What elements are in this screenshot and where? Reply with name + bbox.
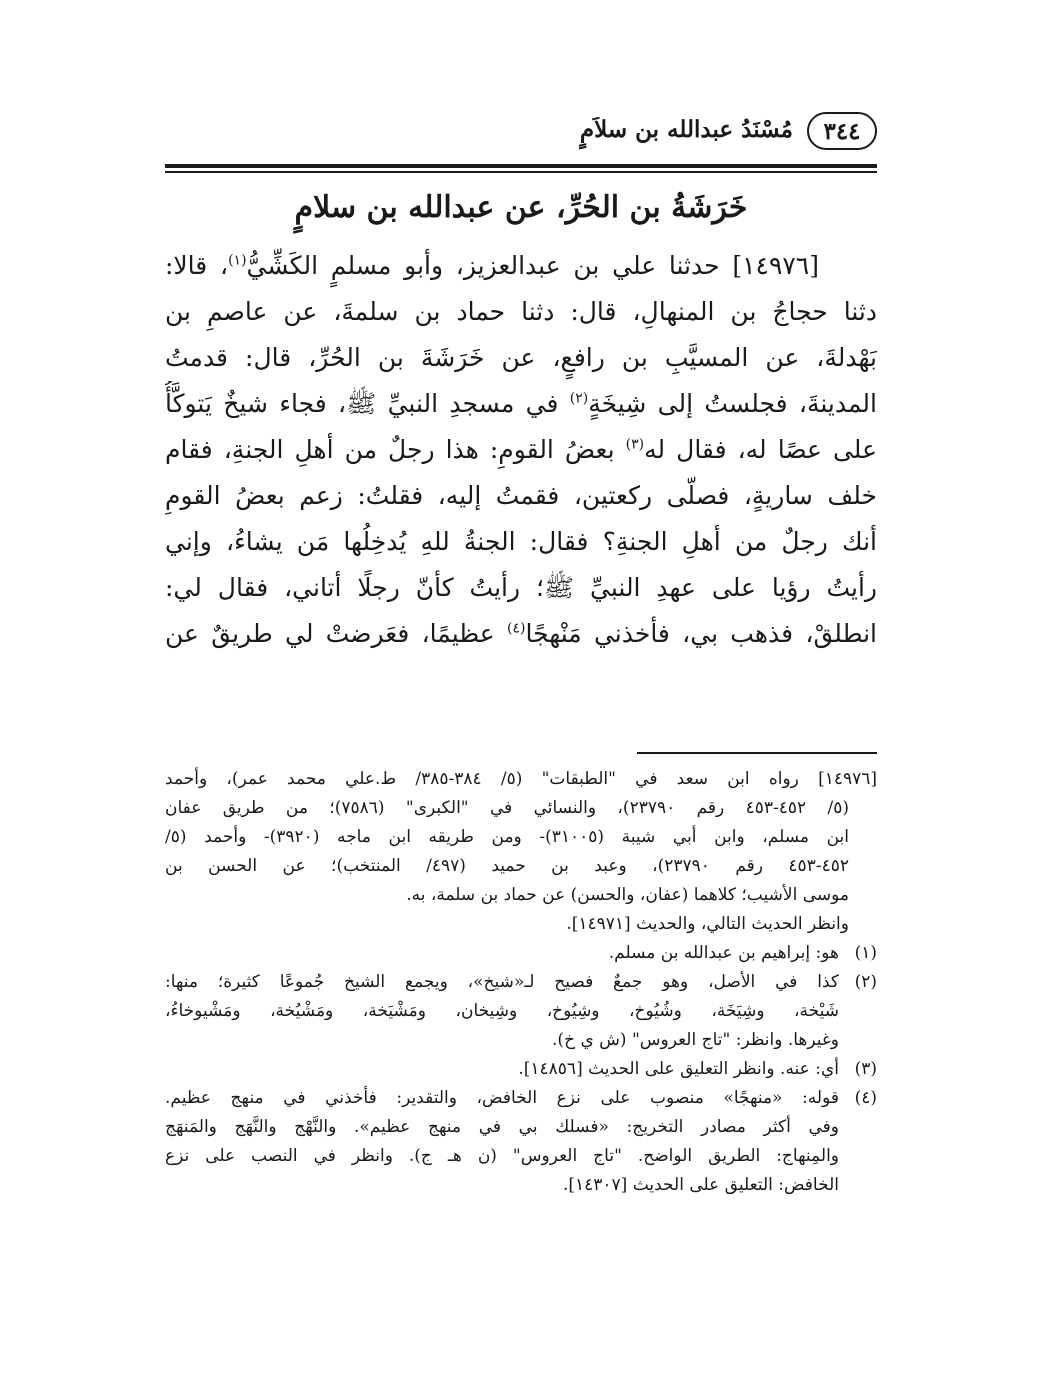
text-line: خلف ساريةٍ، فصلّى ركعتين، فقمتُ إليه، فقلتُ: زعم بعضُ القومِ [165, 481, 877, 510]
text-line: أنك رجلٌ من أهلِ الجنةِ؟ فقال: الجنةُ للهِ يُدخِلُها مَن يشاءُ، وإني [165, 527, 877, 556]
text-line: دثنا حجاجُ بن المنهالِ، قال: دثنا حماد بن سلمةَ، عن عاصمِ بن [165, 297, 877, 326]
note-line: موسى الأشيب؛ كلاهما (عفان، والحسن) عن حماد بن سلمة، به. [406, 885, 849, 905]
footnote-number: (٤) [854, 1088, 877, 1108]
text-line: بَهْدلةَ، عن المسيَّبِ بن رافعٍ، عن خَرَشَةَ بن الحُرِّ، قال: قدمتُ [165, 343, 877, 372]
header-rule-thick [165, 164, 877, 168]
note-line: (٣)أي: عنه. وانظر التعليق على الحديث [١٤٨٥٦]. [165, 1055, 877, 1084]
footnote-number: (٣) [854, 1059, 877, 1079]
note-line: والمِنهاج: الطريق الواضح. "تاج العروس" (ن هـ ج). وانظر في النصب على نزع [165, 1146, 839, 1166]
note-line: (٢)كذا في الأصل، وهو جمعٌ فصيح لـ«شيخ»، ويجمع الشيخ جُموعًا كثيرة؛ منها: [165, 968, 877, 997]
note-line: وفي أكثر مصادر التخريج: «فسلك بي في منهج عظيم». والنَّهْج والنَّهَج والمَنهَج [165, 1117, 839, 1137]
text-line: على عصًا له، فقال له$^{(٣)}$ بعضُ القومِ: هذا رجلٌ من أهلِ الجنةِ، فقام [165, 435, 877, 464]
text-line: رأيتُ رؤيا على عهدِ النبيِّ ﷺ؛ رأيتُ كأنّ رجلًا أتاني، فقال لي: [165, 573, 877, 602]
note-line: ٤٥٢-٤٥٣ رقم ٢٣٧٩٠)، وعبد بن حميد (٤٩٧/ المنتخب)؛ عن الحسن بن [165, 856, 849, 876]
footnotes-section [165, 765, 877, 1200]
footnote-ref[interactable]: (١) [228, 252, 247, 269]
footnote-4 [165, 1084, 877, 1200]
header-rule-thin [165, 171, 877, 173]
note-line: (٥/ ٤٥٢-٤٥٣ رقم ٢٣٧٩٠)، والنسائي في "الكبرى" (٧٥٨٦)؛ من طريق عفان [165, 798, 849, 818]
footnote-2 [165, 968, 877, 1055]
footnote-number: (٢) [854, 972, 877, 992]
note-line: الخافض: التعليق على الحديث [١٤٣٠٧]. [562, 1175, 839, 1195]
chapter-title: خَرَشَةُ بن الحُرِّ، عن عبدالله بن سلامٍ [294, 190, 748, 225]
footnote-separator [637, 752, 877, 754]
footnote-3 [165, 1055, 877, 1084]
footnote-ref[interactable]: (٣) [625, 436, 645, 453]
hadith-text [165, 243, 877, 657]
text-line: المدينةَ، فجلستُ إلى شِيخَةٍ$^{(٢)}$ في مسجدِ النبيِّ ﷺ، فجاء شيخٌ يَتوكَّأُ [165, 389, 877, 418]
footnote-ref[interactable]: (٢) [569, 390, 589, 407]
page-header [165, 108, 877, 156]
footnote-1 [165, 939, 877, 968]
footnote-ref[interactable]: (٤) [506, 620, 526, 637]
note-line: وغيرها. وانظر: "تاج العروس" (ش ي خ). [552, 1030, 839, 1050]
note-line: شَيْخة، وشِيَخَة، وشُيُوخ، وشِيُوخ، وشِيخان، ومَشْيَخة، ومَشْيُخة، ومَشْيوخاءُ، [165, 1001, 839, 1021]
page-number-badge: ٣٤٤ [807, 112, 877, 150]
note-line: ابن مسلم، وابن أبي شيبة (٣١٠٠٥)- ومن طريقه ابن ماجه (٣٩٢٠)- وأحمد (٥/ [165, 827, 849, 847]
running-title: مُسْنَدُ عبدالله بن سلاَمٍ [579, 116, 793, 143]
note-line: [١٤٩٧٦] رواه ابن سعد في "الطبقات" (٥/ ٣٨٤-٣٨٥/ ط.علي محمد عمر)، وأحمد [165, 769, 877, 789]
footnote-number: (١) [854, 943, 877, 963]
text-line: [١٤٩٧٦] حدثنا علي بن عبدالعزيز، وأبو مسلمٍ الكَشِّيُّ$^{(١)}$، قالا: [165, 251, 819, 280]
takhrij-note [165, 765, 877, 939]
note-line: وانظر الحديث التالي، والحديث [١٤٩٧١]. [566, 914, 849, 934]
note-line: (٤)قوله: «منهجًا» منصوب على نزع الخافض، والتقدير: فأخذني في منهج عظيم. [165, 1084, 877, 1113]
text-line: انطلقْ، فذهب بي، فأخذني مَنْهجًا$^{(٤)}$ عظيمًا، فعَرضتْ لي طريقٌ عن [165, 619, 877, 648]
note-line: (١)هو: إبراهيم بن عبدالله بن مسلم. [165, 939, 877, 968]
